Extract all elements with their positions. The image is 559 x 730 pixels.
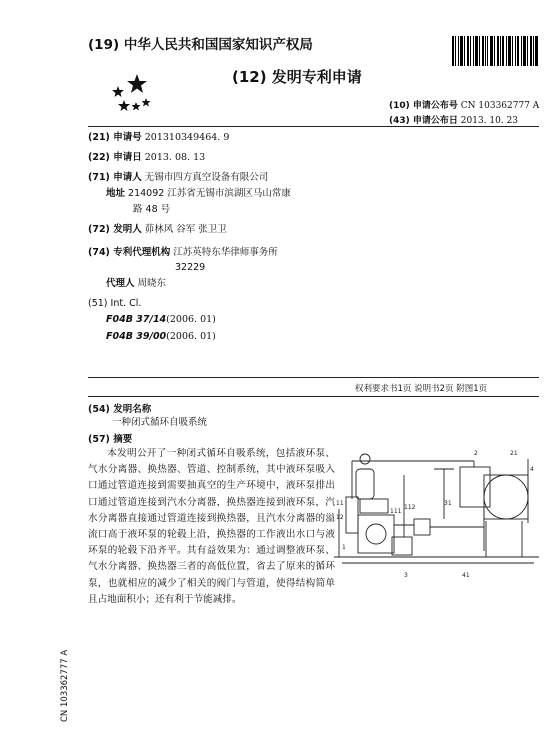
publication-number-row — [389, 98, 539, 111]
address-line-2: 路 48 号 — [133, 204, 171, 215]
ipc-code: F04B 39/00 — [106, 331, 167, 342]
figure-label: 12 — [336, 514, 344, 521]
document-type: (12) 发明专利申请 — [232, 68, 362, 86]
applicant-row — [88, 171, 268, 184]
application-number: 201310349464. 9 — [144, 132, 230, 143]
ipc-label: (51) Int. Cl. — [88, 298, 142, 309]
figure-label: 112 — [404, 504, 416, 511]
address-label: 地址 — [106, 188, 126, 199]
agent: 周晓东 — [137, 278, 167, 289]
publication-date: 2013. 10. 23 — [460, 116, 519, 126]
publication-number-label: (10) 申请公布号 — [389, 101, 458, 111]
agent-row — [106, 277, 166, 290]
cnipa-logo — [112, 72, 162, 116]
abstract-label: (57) 摘要 — [88, 434, 133, 445]
figure-label: 4 — [530, 466, 534, 473]
pages-divider — [88, 396, 539, 397]
address-line-1: 214092 江苏省无锡市滨湖区马山常康 — [128, 188, 291, 199]
ipc-code: F04B 37/14 — [106, 314, 167, 325]
address-row — [106, 187, 291, 200]
figure-label: 2 — [474, 450, 478, 457]
issuing-office: (19) 中华人民共和国国家知识产权局 — [88, 37, 313, 53]
publication-date-row — [389, 113, 518, 126]
biblio-divider — [88, 377, 539, 378]
figure-label: 1 — [342, 544, 346, 551]
ipc-version: (2006. 01) — [166, 331, 216, 342]
figure-label: 3 — [404, 572, 408, 579]
barcode — [452, 36, 538, 66]
page-counts: 权利要求书1页 说明书2页 附图1页 — [355, 384, 488, 394]
publication-date-label: (43) 申请公布日 — [389, 116, 458, 126]
application-date-row — [88, 151, 205, 164]
applicant: 无锡市四方真空设备有限公司 — [144, 172, 269, 183]
application-date-label: (22) 申请日 — [88, 152, 142, 163]
figure-label: 21 — [510, 450, 518, 457]
invention-title: 一种闭式循环自吸系统 — [112, 417, 208, 428]
side-publication-code: CN 103362777 A — [60, 649, 70, 722]
inventors: 茆林风 谷军 张卫卫 — [144, 224, 227, 235]
inventors-row — [88, 223, 227, 236]
applicant-label: (71) 申请人 — [88, 172, 142, 183]
figure-label: 11 — [336, 500, 344, 507]
application-number-row — [88, 131, 229, 144]
ipc-entry — [106, 313, 216, 326]
agency-label: (74) 专利代理机构 — [88, 247, 171, 258]
abstract-figure — [334, 439, 539, 584]
title-label: (54) 发明名称 — [88, 404, 152, 415]
application-number-label: (21) 申请号 — [88, 132, 142, 143]
figure-label: 31 — [444, 500, 452, 507]
publication-number: CN 103362777 A — [460, 101, 540, 111]
application-date: 2013. 08. 13 — [144, 152, 206, 163]
figure-label: 41 — [462, 572, 470, 579]
header-divider — [88, 126, 539, 127]
inventors-label: (72) 发明人 — [88, 224, 142, 235]
ipc-version: (2006. 01) — [166, 314, 216, 325]
agency-line-1: 江苏英特东华律师事务所 — [173, 247, 278, 258]
ipc-entry — [106, 330, 216, 343]
agent-label: 代理人 — [106, 278, 135, 289]
agency-row — [88, 246, 278, 259]
abstract-text: 本发明公开了一种闭式循环自吸系统，包括液环泵、气水分离器、换热器、管道、控制系统，其中液环泵吸入口通过管道连接到需要抽真空的生产环境中，液环泵排出口通过管道连接到汽水分离器，换热器连接到液环泵，汽水分离器直接通过管道连接到换热器，且汽水分离器的溢流口高于液环泵的轮毂上沿，换热器的工作液出水口与液环泵的轮毂下沿齐平。其有益效果为：通过调整液环泵、气水分离器、换热器三者的高低位置，省去了原来的循环泵，也就相应的减少了相关的阀门与管道，使得结构简单且占地面积小；还有利于节能减排。 — [88, 448, 335, 605]
agency-line-2: 32229 — [175, 262, 206, 273]
figure-label: 111 — [390, 508, 402, 515]
